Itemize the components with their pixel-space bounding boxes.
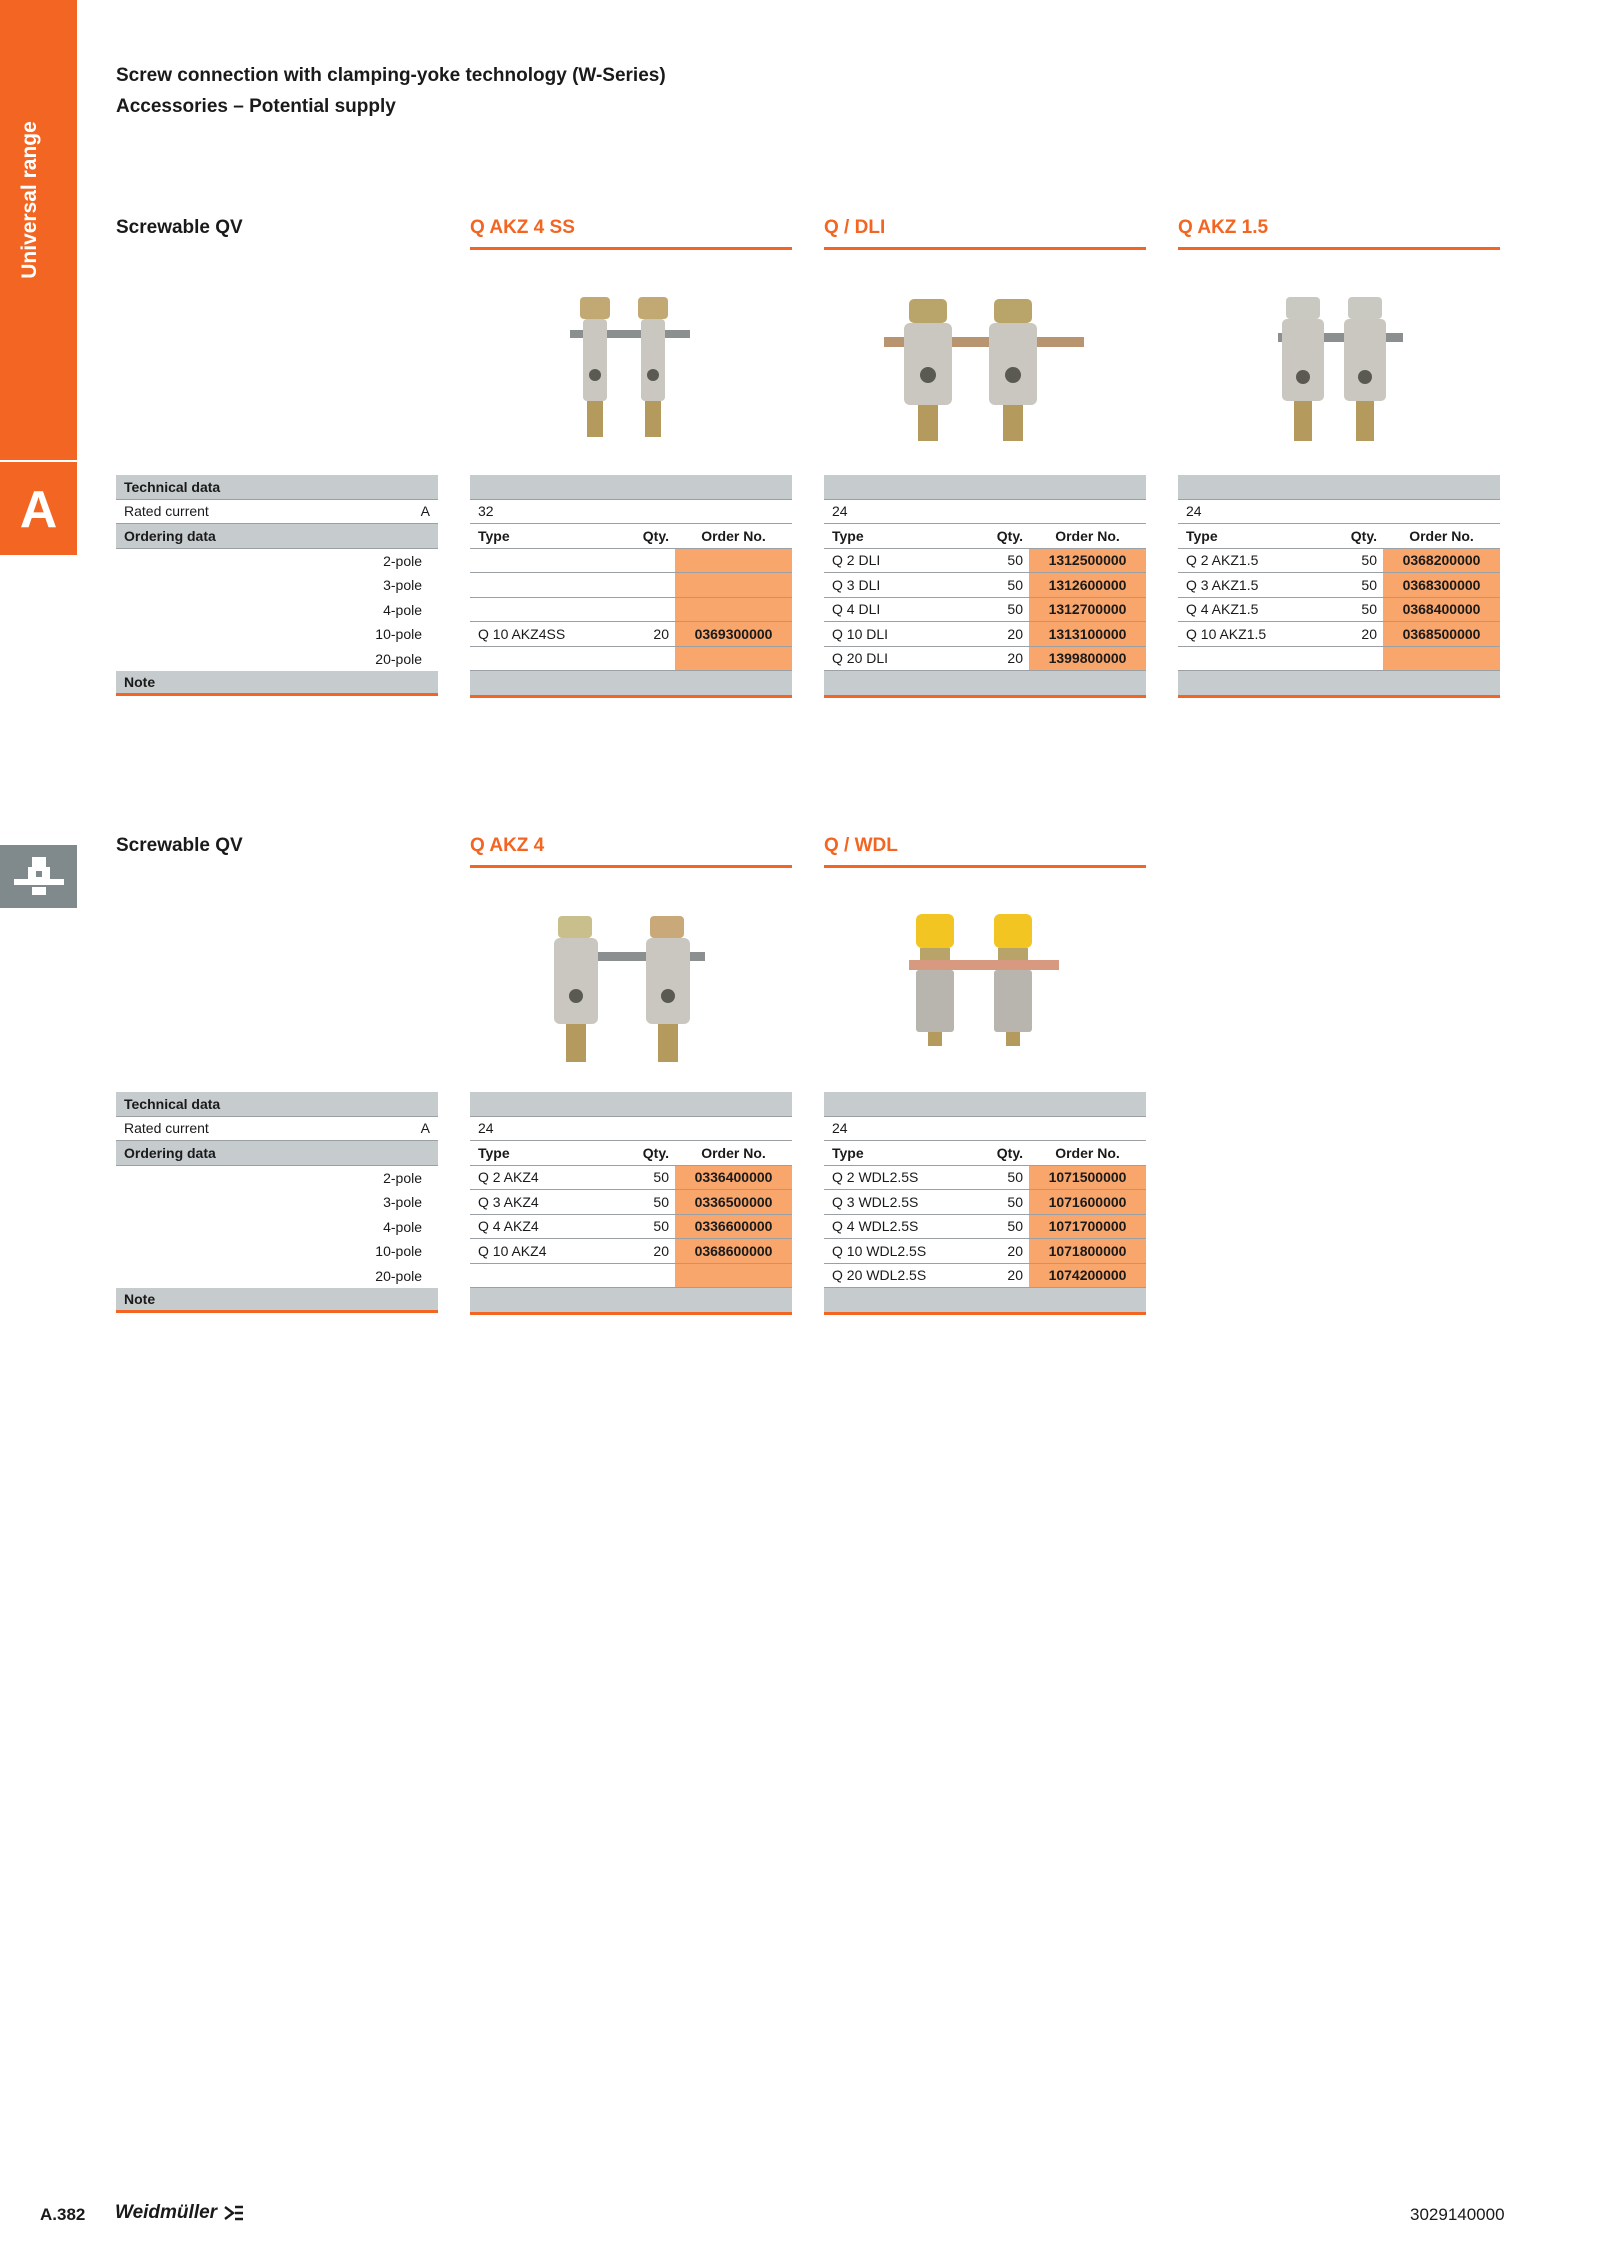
table-row: Q 2 WDL2.5S 50 1071500000 bbox=[824, 1166, 1146, 1191]
table-footer-band bbox=[824, 671, 1146, 698]
table-row bbox=[470, 598, 792, 623]
table-header: Type Qty. Order No. bbox=[824, 1141, 1146, 1166]
table-band bbox=[824, 1092, 1146, 1117]
table-footer-band bbox=[1178, 671, 1500, 698]
table-row: Q 3 WDL2.5S 50 1071600000 bbox=[824, 1190, 1146, 1215]
table-row: Q 4 AKZ4 50 0336600000 bbox=[470, 1215, 792, 1240]
rated-current-row: Rated current A bbox=[116, 1117, 438, 1142]
table-row: Q 10 AKZ4SS 20 0369300000 bbox=[470, 622, 792, 647]
section-letter: A bbox=[19, 481, 58, 539]
table-row: Q 10 AKZ4 20 0368600000 bbox=[470, 1239, 792, 1264]
note-row: Note bbox=[116, 671, 438, 696]
product-title: Q AKZ 4 bbox=[470, 835, 792, 868]
table-footer-band bbox=[470, 671, 792, 698]
table-row: Q 2 AKZ4 50 0336400000 bbox=[470, 1166, 792, 1191]
page-title bbox=[116, 60, 666, 122]
terminal-block-icon bbox=[0, 845, 77, 908]
table-row bbox=[470, 573, 792, 598]
product-image-q-akz-4-ss bbox=[470, 285, 792, 465]
rated-current-value: 24 bbox=[470, 1117, 792, 1142]
block-title: Screwable QV bbox=[116, 217, 243, 238]
table-row bbox=[470, 1264, 792, 1289]
table-band bbox=[470, 1092, 792, 1117]
pole-label: 20-pole bbox=[375, 1267, 422, 1284]
pole-label: 20-pole bbox=[375, 650, 422, 667]
order-table bbox=[824, 1092, 1146, 1315]
product-title: Q AKZ 1.5 bbox=[1178, 217, 1500, 250]
product-title: Q / DLI bbox=[824, 217, 1146, 250]
product-image-q-akz-4 bbox=[470, 900, 792, 1080]
sidebar-divider bbox=[0, 460, 77, 462]
brand-mark-icon bbox=[223, 2204, 245, 2222]
table-header: Type Qty. Order No. bbox=[824, 524, 1146, 549]
table-row bbox=[1178, 647, 1500, 672]
document-number: 3029140000 bbox=[1410, 2205, 1505, 2224]
table-row: Q 2 AKZ1.5 50 0368200000 bbox=[1178, 549, 1500, 574]
table-row: Q 4 WDL2.5S 50 1071700000 bbox=[824, 1215, 1146, 1240]
product-image-q-dli bbox=[824, 285, 1146, 465]
technical-data-header: Technical data bbox=[116, 475, 438, 500]
pole-label: 4-pole bbox=[383, 1218, 422, 1235]
order-table bbox=[470, 1092, 792, 1315]
order-table bbox=[824, 475, 1146, 698]
table-band bbox=[1178, 475, 1500, 500]
rated-current-value: 32 bbox=[470, 500, 792, 525]
product-image-q-wdl bbox=[824, 900, 1146, 1080]
brand-logo bbox=[115, 2202, 245, 2224]
technical-data-header: Technical data bbox=[116, 1092, 438, 1117]
ordering-data-header: Ordering data bbox=[116, 1141, 438, 1166]
table-row: Q 10 AKZ1.5 20 0368500000 bbox=[1178, 622, 1500, 647]
technical-data-panel bbox=[116, 1092, 438, 1313]
pole-label: 3-pole bbox=[383, 577, 422, 594]
table-row: Q 3 DLI 50 1312600000 bbox=[824, 573, 1146, 598]
table-row: Q 2 DLI 50 1312500000 bbox=[824, 549, 1146, 574]
product-image-q-akz-1-5 bbox=[1178, 285, 1500, 465]
section-label: Universal range bbox=[18, 121, 41, 279]
table-row bbox=[470, 647, 792, 672]
pole-label: 10-pole bbox=[375, 626, 422, 643]
table-row: Q 4 AKZ1.5 50 0368400000 bbox=[1178, 598, 1500, 623]
brand-name: Weidmüller bbox=[115, 2202, 218, 2223]
table-row: Q 3 AKZ4 50 0336500000 bbox=[470, 1190, 792, 1215]
note-row: Note bbox=[116, 1288, 438, 1313]
product-title: Q / WDL bbox=[824, 835, 1146, 868]
page-number: A.382 bbox=[40, 2205, 86, 2224]
table-row bbox=[470, 549, 792, 574]
rated-current-row: Rated current A bbox=[116, 500, 438, 525]
table-row: Q 10 WDL2.5S 20 1071800000 bbox=[824, 1239, 1146, 1264]
title-line-1: Screw connection with clamping-yoke technology (W-Series) bbox=[116, 65, 666, 86]
pole-label: 3-pole bbox=[383, 1194, 422, 1211]
technical-data-panel bbox=[116, 475, 438, 696]
rated-current-value: 24 bbox=[1178, 500, 1500, 525]
table-row: Q 20 WDL2.5S 20 1074200000 bbox=[824, 1264, 1146, 1289]
order-table bbox=[1178, 475, 1500, 698]
table-footer-band bbox=[470, 1288, 792, 1315]
table-row: Q 10 DLI 20 1313100000 bbox=[824, 622, 1146, 647]
rated-current-value: 24 bbox=[824, 1117, 1146, 1142]
order-table bbox=[470, 475, 792, 698]
pole-label: 4-pole bbox=[383, 601, 422, 618]
rated-current-value: 24 bbox=[824, 500, 1146, 525]
product-title: Q AKZ 4 SS bbox=[470, 217, 792, 250]
table-header: Type Qty. Order No. bbox=[1178, 524, 1500, 549]
table-header: Type Qty. Order No. bbox=[470, 524, 792, 549]
table-footer-band bbox=[824, 1288, 1146, 1315]
ordering-data-header: Ordering data bbox=[116, 524, 438, 549]
table-row: Q 4 DLI 50 1312700000 bbox=[824, 598, 1146, 623]
table-row: Q 3 AKZ1.5 50 0368300000 bbox=[1178, 573, 1500, 598]
block-title: Screwable QV bbox=[116, 835, 243, 856]
title-line-2: Accessories – Potential supply bbox=[116, 96, 396, 117]
table-row: Q 20 DLI 20 1399800000 bbox=[824, 647, 1146, 672]
table-band bbox=[824, 475, 1146, 500]
table-band bbox=[470, 475, 792, 500]
table-header: Type Qty. Order No. bbox=[470, 1141, 792, 1166]
pole-label: 2-pole bbox=[383, 1169, 422, 1186]
pole-label: 2-pole bbox=[383, 552, 422, 569]
pole-label: 10-pole bbox=[375, 1243, 422, 1260]
